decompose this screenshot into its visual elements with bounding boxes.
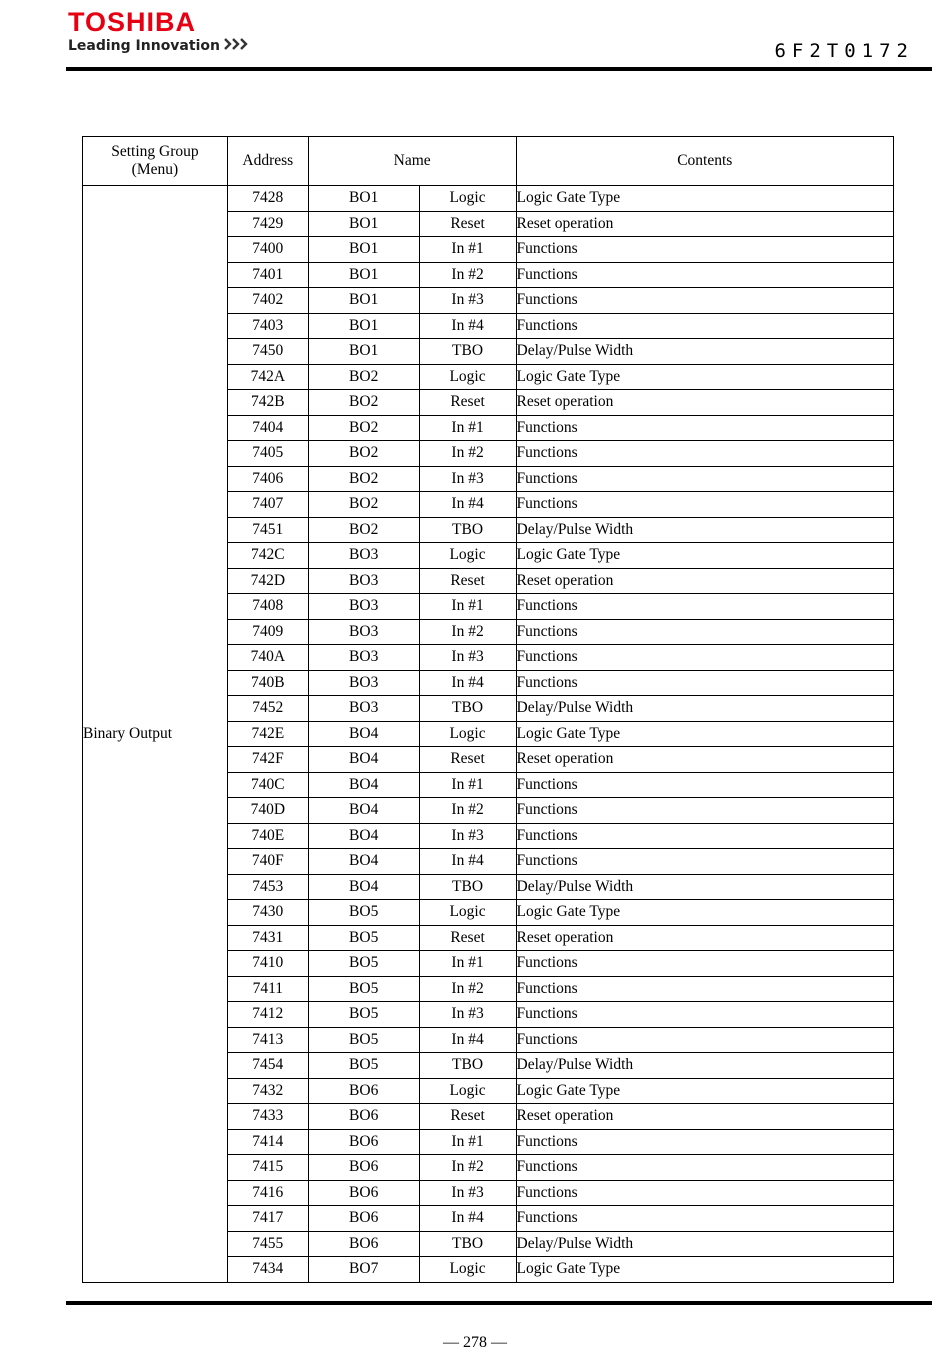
address-cell: 7405 xyxy=(227,441,308,467)
output-name-cell: BO3 xyxy=(308,543,419,569)
output-name-cell: BO7 xyxy=(308,1257,419,1283)
contents-cell: Delay/Pulse Width xyxy=(516,696,894,722)
address-cell: 7413 xyxy=(227,1027,308,1053)
contents-header: Contents xyxy=(516,137,894,186)
setting-item-cell: Logic xyxy=(419,900,516,926)
setting-item-cell: In #3 xyxy=(419,1002,516,1028)
address-cell: 7409 xyxy=(227,619,308,645)
address-cell: 7404 xyxy=(227,415,308,441)
address-cell: 742D xyxy=(227,568,308,594)
setting-item-cell: In #1 xyxy=(419,237,516,263)
setting-item-cell: In #3 xyxy=(419,288,516,314)
address-cell: 742A xyxy=(227,364,308,390)
address-cell: 7450 xyxy=(227,339,308,365)
setting-item-cell: Reset xyxy=(419,568,516,594)
setting-item-cell: In #1 xyxy=(419,772,516,798)
output-name-cell: BO6 xyxy=(308,1104,419,1130)
header-rule xyxy=(66,67,932,71)
address-cell: 7453 xyxy=(227,874,308,900)
setting-group-header-label: Setting Group xyxy=(111,143,199,160)
contents-cell: Reset operation xyxy=(516,390,894,416)
name-header: Name xyxy=(308,137,516,186)
output-name-cell: BO4 xyxy=(308,849,419,875)
output-name-cell: BO2 xyxy=(308,492,419,518)
setting-item-cell: Logic xyxy=(419,721,516,747)
setting-item-cell: Logic xyxy=(419,543,516,569)
setting-item-cell: In #1 xyxy=(419,1129,516,1155)
contents-cell: Reset operation xyxy=(516,211,894,237)
output-name-cell: BO3 xyxy=(308,568,419,594)
contents-cell: Logic Gate Type xyxy=(516,543,894,569)
setting-item-cell: Reset xyxy=(419,390,516,416)
footer-rule xyxy=(66,1301,932,1305)
page-number: — 278 — xyxy=(443,1334,507,1351)
setting-item-cell: Logic xyxy=(419,1257,516,1283)
address-cell: 7407 xyxy=(227,492,308,518)
output-name-cell: BO1 xyxy=(308,186,419,212)
toshiba-logo xyxy=(68,8,250,54)
output-name-cell: BO5 xyxy=(308,951,419,977)
address-cell: 742F xyxy=(227,747,308,773)
table-row xyxy=(83,186,894,212)
address-cell: 7416 xyxy=(227,1180,308,1206)
setting-item-cell: Reset xyxy=(419,1104,516,1130)
contents-cell: Functions xyxy=(516,1002,894,1028)
contents-cell: Logic Gate Type xyxy=(516,721,894,747)
contents-cell: Functions xyxy=(516,288,894,314)
document-id: 6F2T0172 xyxy=(774,40,914,62)
address-cell: 7430 xyxy=(227,900,308,926)
contents-cell: Functions xyxy=(516,645,894,671)
contents-cell: Functions xyxy=(516,1155,894,1181)
address-cell: 7410 xyxy=(227,951,308,977)
contents-cell: Functions xyxy=(516,415,894,441)
contents-cell: Delay/Pulse Width xyxy=(516,1231,894,1257)
output-name-cell: BO2 xyxy=(308,441,419,467)
output-name-cell: BO4 xyxy=(308,721,419,747)
output-name-cell: BO6 xyxy=(308,1129,419,1155)
setting-item-cell: TBO xyxy=(419,339,516,365)
address-cell: 7417 xyxy=(227,1206,308,1232)
address-cell: 7455 xyxy=(227,1231,308,1257)
output-name-cell: BO5 xyxy=(308,1053,419,1079)
output-name-cell: BO3 xyxy=(308,645,419,671)
contents-cell: Functions xyxy=(516,772,894,798)
output-name-cell: BO4 xyxy=(308,874,419,900)
contents-cell: Reset operation xyxy=(516,747,894,773)
setting-item-cell: In #3 xyxy=(419,645,516,671)
contents-cell: Delay/Pulse Width xyxy=(516,1053,894,1079)
output-name-cell: BO3 xyxy=(308,594,419,620)
contents-cell: Delay/Pulse Width xyxy=(516,517,894,543)
setting-item-cell: In #4 xyxy=(419,849,516,875)
output-name-cell: BO4 xyxy=(308,747,419,773)
output-name-cell: BO6 xyxy=(308,1231,419,1257)
contents-cell: Functions xyxy=(516,619,894,645)
output-name-cell: BO1 xyxy=(308,262,419,288)
contents-cell: Logic Gate Type xyxy=(516,1078,894,1104)
address-cell: 7415 xyxy=(227,1155,308,1181)
table-body xyxy=(83,186,894,1283)
setting-item-cell: In #1 xyxy=(419,415,516,441)
setting-item-cell: Logic xyxy=(419,1078,516,1104)
setting-item-cell: Reset xyxy=(419,211,516,237)
contents-cell: Functions xyxy=(516,951,894,977)
contents-cell: Functions xyxy=(516,237,894,263)
output-name-cell: BO6 xyxy=(308,1078,419,1104)
address-cell: 7451 xyxy=(227,517,308,543)
setting-item-cell: In #2 xyxy=(419,619,516,645)
setting-item-cell: In #4 xyxy=(419,1027,516,1053)
brand-tagline xyxy=(68,38,250,54)
address-cell: 742C xyxy=(227,543,308,569)
output-name-cell: BO5 xyxy=(308,1027,419,1053)
setting-item-cell: In #4 xyxy=(419,1206,516,1232)
table-header-row xyxy=(83,137,894,186)
address-cell: 7432 xyxy=(227,1078,308,1104)
setting-item-cell: Logic xyxy=(419,364,516,390)
contents-cell: Functions xyxy=(516,441,894,467)
address-cell: 7429 xyxy=(227,211,308,237)
contents-cell: Functions xyxy=(516,1180,894,1206)
output-name-cell: BO5 xyxy=(308,1002,419,1028)
address-cell: 7402 xyxy=(227,288,308,314)
setting-item-cell: In #3 xyxy=(419,1180,516,1206)
output-name-cell: BO6 xyxy=(308,1180,419,1206)
output-name-cell: BO4 xyxy=(308,823,419,849)
contents-cell: Logic Gate Type xyxy=(516,186,894,212)
output-name-cell: BO5 xyxy=(308,900,419,926)
contents-cell: Logic Gate Type xyxy=(516,900,894,926)
output-name-cell: BO3 xyxy=(308,670,419,696)
contents-cell: Reset operation xyxy=(516,1104,894,1130)
output-name-cell: BO3 xyxy=(308,619,419,645)
address-cell: 7428 xyxy=(227,186,308,212)
address-cell: 7434 xyxy=(227,1257,308,1283)
setting-item-cell: In #4 xyxy=(419,492,516,518)
setting-item-cell: In #1 xyxy=(419,951,516,977)
address-cell: 740D xyxy=(227,798,308,824)
contents-cell: Functions xyxy=(516,849,894,875)
output-name-cell: BO2 xyxy=(308,517,419,543)
output-name-cell: BO2 xyxy=(308,466,419,492)
output-name-cell: BO1 xyxy=(308,288,419,314)
setting-item-cell: Logic xyxy=(419,186,516,212)
tagline-text: Leading Innovation xyxy=(68,38,220,54)
setting-group-header-sublabel: (Menu) xyxy=(131,161,179,178)
address-cell: 7400 xyxy=(227,237,308,263)
chevrons-icon xyxy=(224,38,250,54)
setting-item-cell: TBO xyxy=(419,1053,516,1079)
contents-cell: Functions xyxy=(516,1129,894,1155)
address-cell: 7408 xyxy=(227,594,308,620)
address-cell: 740C xyxy=(227,772,308,798)
address-cell: 7401 xyxy=(227,262,308,288)
output-name-cell: BO5 xyxy=(308,925,419,951)
address-cell: 742B xyxy=(227,390,308,416)
contents-cell: Functions xyxy=(516,798,894,824)
contents-cell: Functions xyxy=(516,262,894,288)
setting-group-header xyxy=(83,137,228,186)
output-name-cell: BO5 xyxy=(308,976,419,1002)
address-cell: 742E xyxy=(227,721,308,747)
contents-cell: Functions xyxy=(516,1206,894,1232)
address-cell: 7454 xyxy=(227,1053,308,1079)
setting-item-cell: In #4 xyxy=(419,670,516,696)
address-header: Address xyxy=(227,137,308,186)
setting-item-cell: Reset xyxy=(419,747,516,773)
output-name-cell: BO1 xyxy=(308,211,419,237)
setting-item-cell: TBO xyxy=(419,1231,516,1257)
output-name-cell: BO1 xyxy=(308,237,419,263)
address-cell: 7411 xyxy=(227,976,308,1002)
setting-item-cell: TBO xyxy=(419,696,516,722)
address-cell: 740E xyxy=(227,823,308,849)
contents-cell: Delay/Pulse Width xyxy=(516,874,894,900)
setting-item-cell: In #1 xyxy=(419,594,516,620)
contents-cell: Logic Gate Type xyxy=(516,364,894,390)
output-name-cell: BO1 xyxy=(308,313,419,339)
setting-group-cell: Binary Output xyxy=(83,186,228,1283)
setting-item-cell: In #4 xyxy=(419,313,516,339)
contents-cell: Logic Gate Type xyxy=(516,1257,894,1283)
address-cell: 740F xyxy=(227,849,308,875)
setting-item-cell: In #2 xyxy=(419,798,516,824)
contents-cell: Functions xyxy=(516,466,894,492)
output-name-cell: BO2 xyxy=(308,364,419,390)
address-cell: 7433 xyxy=(227,1104,308,1130)
address-cell: 7412 xyxy=(227,1002,308,1028)
setting-item-cell: In #2 xyxy=(419,262,516,288)
address-cell: 7414 xyxy=(227,1129,308,1155)
output-name-cell: BO4 xyxy=(308,772,419,798)
address-cell: 7452 xyxy=(227,696,308,722)
contents-cell: Functions xyxy=(516,670,894,696)
contents-cell: Functions xyxy=(516,976,894,1002)
address-cell: 7406 xyxy=(227,466,308,492)
contents-cell: Functions xyxy=(516,492,894,518)
setting-item-cell: TBO xyxy=(419,517,516,543)
setting-item-cell: Reset xyxy=(419,925,516,951)
address-cell: 740A xyxy=(227,645,308,671)
output-name-cell: BO2 xyxy=(308,415,419,441)
contents-cell: Functions xyxy=(516,594,894,620)
address-cell: 740B xyxy=(227,670,308,696)
setting-item-cell: In #2 xyxy=(419,976,516,1002)
contents-cell: Delay/Pulse Width xyxy=(516,339,894,365)
contents-cell: Functions xyxy=(516,823,894,849)
setting-item-cell: In #2 xyxy=(419,441,516,467)
contents-cell: Reset operation xyxy=(516,568,894,594)
brand-name: TOSHIBA xyxy=(68,7,197,37)
output-name-cell: BO6 xyxy=(308,1206,419,1232)
contents-cell: Reset operation xyxy=(516,925,894,951)
address-cell: 7403 xyxy=(227,313,308,339)
contents-cell: Functions xyxy=(516,1027,894,1053)
settings-table xyxy=(82,136,894,1283)
setting-item-cell: TBO xyxy=(419,874,516,900)
contents-cell: Functions xyxy=(516,313,894,339)
setting-item-cell: In #3 xyxy=(419,823,516,849)
output-name-cell: BO6 xyxy=(308,1155,419,1181)
output-name-cell: BO3 xyxy=(308,696,419,722)
address-cell: 7431 xyxy=(227,925,308,951)
output-name-cell: BO4 xyxy=(308,798,419,824)
output-name-cell: BO2 xyxy=(308,390,419,416)
setting-item-cell: In #3 xyxy=(419,466,516,492)
output-name-cell: BO1 xyxy=(308,339,419,365)
setting-item-cell: In #2 xyxy=(419,1155,516,1181)
